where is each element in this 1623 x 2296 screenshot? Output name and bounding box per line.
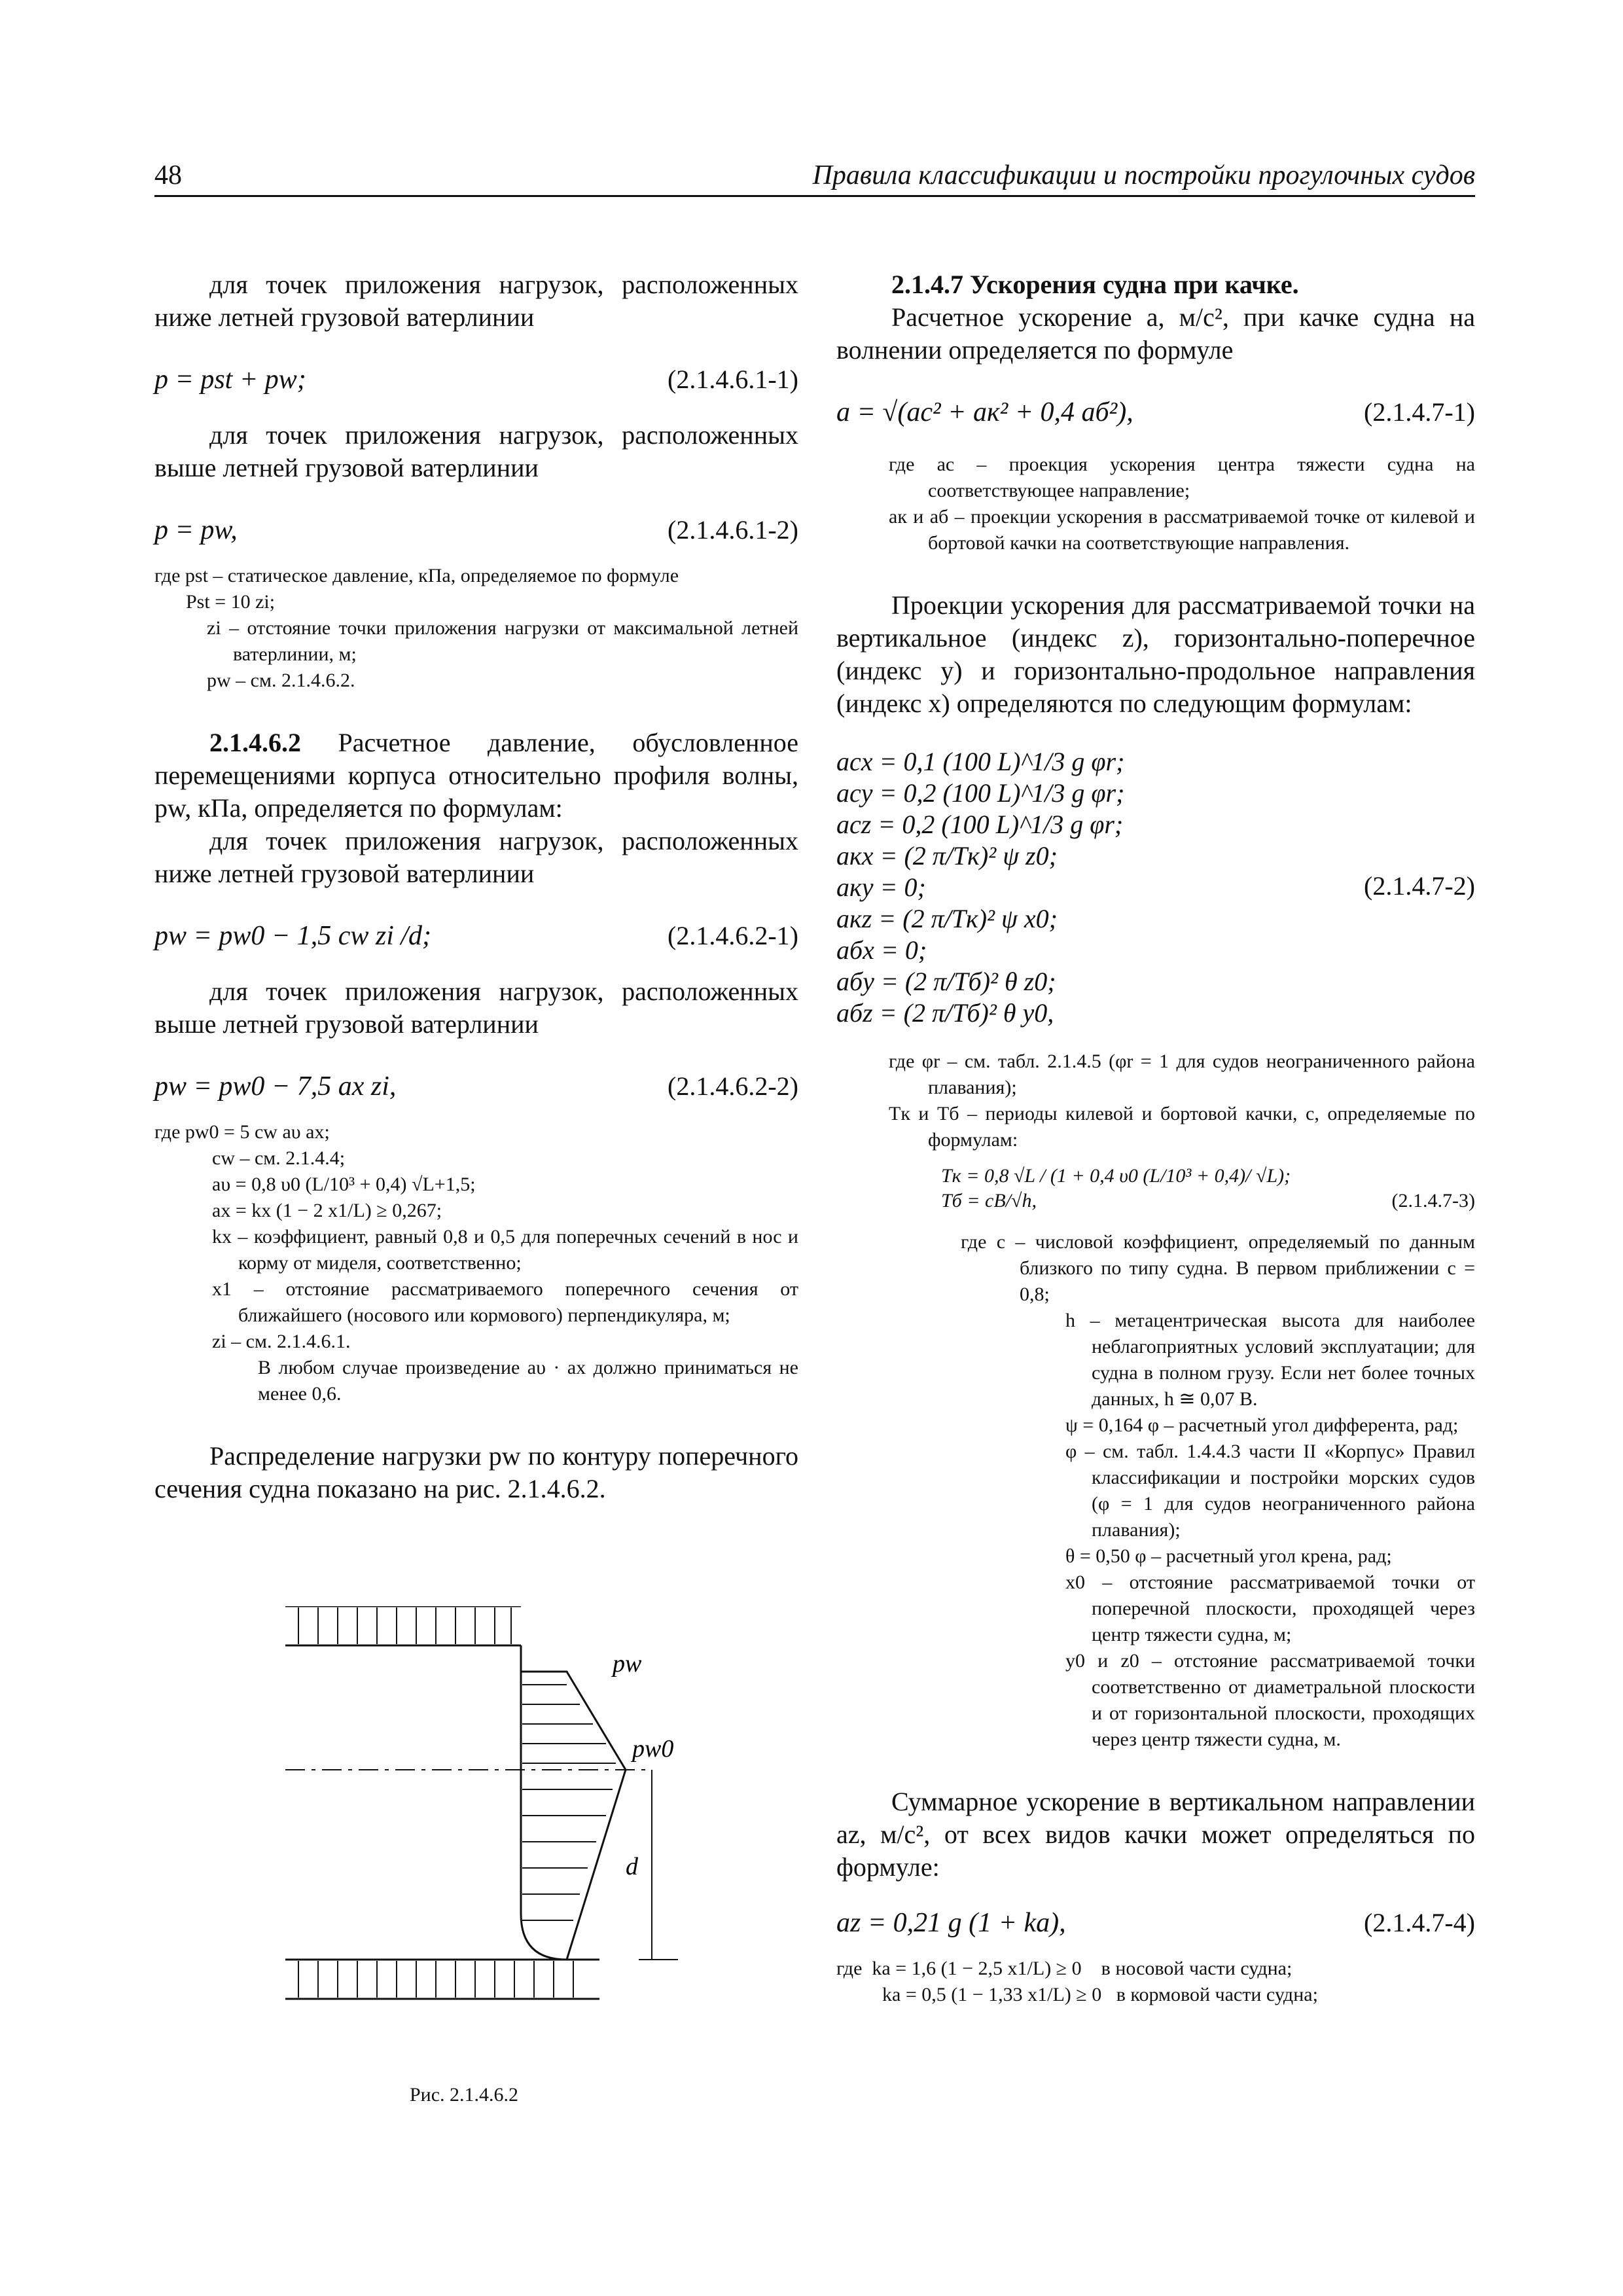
formula-line: aкz = (2 π/Tк)² ψ x0; xyxy=(836,904,1058,933)
list-item: zi – отстояние точки приложения нагрузки от максимальной летней ватерлинии, м; xyxy=(207,617,798,665)
where-list xyxy=(836,1049,1475,1153)
label-d: d xyxy=(626,1853,638,1880)
left-column xyxy=(154,268,799,2106)
paragraph: Распределение нагрузки pw по контуру поперечного сечения судна показано на рис. 2.1.4.6.2. xyxy=(154,1441,798,1503)
pressure-diagram xyxy=(285,1606,691,2038)
page-number: 48 xyxy=(154,160,182,190)
paragraph: Суммарное ускорение в вертикальном направлении az, м/с², от всех видов качки может определяться по формуле: xyxy=(836,1787,1475,1882)
list-item: aк и aб – проекции ускорения в рассматриваемой точке от килевой и бортовой качки на соответствующие направления. xyxy=(889,506,1475,554)
paragraph: для точек приложения нагрузок, расположенных ниже летней грузовой ватерлинии xyxy=(154,826,798,888)
list-item: ax = kx (1 − 2 x1/L) ≥ 0,267; xyxy=(212,1200,442,1221)
paragraph: 2.1.4.6.2 Расчетное давление, обусловленное перемещениями корпуса относительно профиля волны, pw, кПа, определяется по формулам: xyxy=(154,728,799,823)
equation: p = pst + pw; (2.1.4.6.1-1) xyxy=(154,365,798,395)
list-item: x0 – отстояние рассматриваемой точки от поперечной плоскости, проходящей через центр тяжести судна, м; xyxy=(1065,1571,1475,1645)
paragraph: для точек приложения нагрузок, расположенных выше летней грузовой ватерлинии xyxy=(154,420,798,482)
where-list xyxy=(836,1229,1475,1753)
where-list xyxy=(154,563,798,694)
list-item: где ac – проекция ускорения центра тяжести судна на соответствующее направление; xyxy=(889,454,1475,501)
side-arrows xyxy=(522,1685,616,1920)
list-item: ka = 0,5 (1 − 1,33 x1/L) ≥ 0 в кормовой части судна; xyxy=(882,1984,1318,2005)
label-pw0: pw0 xyxy=(632,1735,674,1763)
list-item: где c – числовой коэффициент, определяемый по данным близкого по типу судна. В первом приближении c = 0,8; xyxy=(961,1231,1475,1305)
list-item: pw – см. 2.1.4.6.2. xyxy=(207,670,355,691)
formula-line: aбx = 0; xyxy=(836,935,927,965)
list-item: где pst – статическое давление, кПа, определяемое по формуле xyxy=(154,565,679,586)
running-title: Правила классификации и постройки прогулочных судов xyxy=(812,160,1475,190)
equation: Tк = 0,8 √L / (1 + 0,4 υ0 (L/10³ + 0,4)/ √L); Tб = cB/√h, (2.1.4.7-3) xyxy=(941,1165,1475,1211)
where-list xyxy=(154,1119,798,1407)
equation: az = 0,21 g (1 + ka), (2.1.4.7-4) xyxy=(836,1908,1475,1938)
list-item: h – метацентрическая высота для наиболее неблагоприятных условий эксплуатации; для судна в полном грузу. Если нет более точных данных, h ≅ 0,07 B. xyxy=(1065,1310,1475,1410)
formula-line: aкy = 0; xyxy=(836,872,926,902)
list-item: Tк и Tб – периоды килевой и бортовой качки, с, определяемые по формулам: xyxy=(889,1103,1475,1151)
formula-line: acy = 0,2 (100 L)^1/3 g φr; xyxy=(836,778,1125,808)
equation-number: (2.1.4.7-2) xyxy=(1364,871,1475,901)
list-item: θ = 0,50 φ – расчетный угол крена, рад; xyxy=(1065,1545,1392,1567)
where-list xyxy=(836,1956,1475,2008)
where-list xyxy=(836,452,1475,556)
formula-line: acz = 0,2 (100 L)^1/3 g φr; xyxy=(836,810,1124,839)
right-column xyxy=(836,268,1475,2008)
list-item: ψ = 0,164 φ – расчетный угол дифферента, рад; xyxy=(1065,1414,1459,1436)
list-item: где pw0 = 5 cw aυ ax; xyxy=(154,1121,330,1143)
top-arrows xyxy=(298,1607,511,1644)
list-item: y0 и z0 – отстояние рассматриваемой точки соответственно от диаметральной плоскости и от горизонтальной плоскости, проходящих через центр тяжести судна, м. xyxy=(1065,1650,1475,1750)
formula-line: aкx = (2 π/Tк)² ψ z0; xyxy=(836,841,1058,870)
equation: pw = pw0 − 7,5 ax zi, (2.1.4.6.2-2) xyxy=(154,1071,798,1102)
list-item: x1 – отстояние рассматриваемого поперечного сечения от ближайшего (носового или кормового) перпендикуляра, м; xyxy=(212,1278,798,1326)
section-number: 2.1.4.6.2 xyxy=(209,728,301,757)
formula-block xyxy=(836,746,1475,1029)
list-item: В любом случае произведение aυ · ax должно приниматься не менее 0,6. xyxy=(258,1357,798,1405)
formula-line: acx = 0,1 (100 L)^1/3 g φr; xyxy=(836,747,1125,776)
list-item: kx – коэффициент, равный 0,8 и 0,5 для поперечных сечений в нос и корму от миделя, соответственно; xyxy=(212,1226,798,1274)
list-item: cw – см. 2.1.4.4; xyxy=(212,1147,346,1169)
list-item: aυ = 0,8 υ0 (L/10³ + 0,4) √L+1,5; xyxy=(212,1174,476,1195)
paragraph: для точек приложения нагрузок, расположенных выше летней грузовой ватерлинии xyxy=(154,977,798,1039)
equation: a = √(ac² + aк² + 0,4 aб²), (2.1.4.7-1) xyxy=(836,397,1475,427)
header-rule xyxy=(154,195,1475,197)
section-heading: 2.1.4.7 Ускорения судна при качке. xyxy=(891,270,1299,299)
formula-line: aбz = (2 π/Tб)² θ y0, xyxy=(836,998,1054,1028)
formula-line: aбy = (2 π/Tб)² θ z0; xyxy=(836,967,1056,996)
list-item: где ka = 1,6 (1 − 2,5 x1/L) ≥ 0 в носовой части судна; xyxy=(836,1958,1293,1979)
bottom-arrows xyxy=(298,1961,573,1998)
list-item: zi – см. 2.1.4.6.1. xyxy=(212,1331,351,1352)
label-pw: pw xyxy=(613,1650,642,1677)
paragraph: Проекции ускорения для рассматриваемой точки на вертикальное (индекс z), горизонтально-поперечное (индекс y) и горизонтально-продольное направления (индекс x) определяются по следующим формулам: xyxy=(836,590,1475,718)
paragraph: для точек приложения нагрузок, расположенных ниже летней грузовой ватерлинии xyxy=(154,270,798,332)
equation: p = pw, (2.1.4.6.1-2) xyxy=(154,515,798,545)
paragraph: Расчетное ускорение a, м/с², при качке судна на волнении определяется по формуле xyxy=(836,302,1475,365)
equation: pw = pw0 − 1,5 cw zi /d; (2.1.4.6.2-1) xyxy=(154,921,798,951)
figure-caption: Рис. 2.1.4.6.2 xyxy=(410,2084,519,2106)
list-item: где φr – см. табл. 2.1.4.5 (φr = 1 для судов неограниченного района плавания); xyxy=(889,1050,1475,1098)
list-item: Pst = 10 zi; xyxy=(186,591,276,613)
list-item: φ – см. табл. 1.4.4.3 части II «Корпус» Правил классификации и постройки морских судов (φ = 1 для судов неограниченного района плавания); xyxy=(1065,1441,1475,1541)
